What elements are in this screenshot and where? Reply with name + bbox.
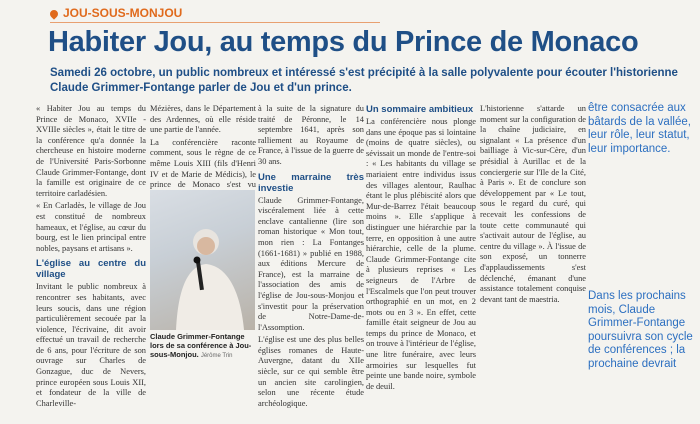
paragraph: « Habiter Jou au temps du Prince de Monaco, XVIIe - XVIIIe siècles », était le titre de la conférence qu'a donnée la chercheuse en histoire moderne de l'Université Paris-Sorbonne Claude Grimmer-Fontange, dont la famille est originaire de ce territoire carladésien. — [36, 104, 146, 198]
subheading: Une marraine très investie — [258, 171, 364, 194]
kicker-label: JOU-SOUS-MONJOU — [63, 6, 183, 20]
kicker-divider — [50, 22, 380, 23]
paragraph: Invitant le public nombreux à rencontrer ses habitants, avec leurs soucis, dans une région particulièrement secouée par la violence, l'écrivaine, dit avoir effectué un travail de recherche de 6 ans, pour l'écriture de son ouvrage sur Charles de Gonzague, duc de Nevers, prince européen sous Louis XII, et fondateur de la ville de Charleville- — [36, 282, 146, 408]
photo-credit: Jérôme Trin — [200, 353, 233, 359]
subheading: L'église au centre du village — [36, 258, 146, 281]
article-headline: Habiter Jou, au temps du Prince de Monaco — [48, 26, 639, 58]
photo-caption — [150, 332, 258, 359]
article-column-4 — [366, 104, 476, 392]
paragraph: à la suite de la signature du traité de Péronne, le 14 septembre 1641, après son ralliement au Royaume de France, à l'issue de la guerre de 30 ans. — [258, 104, 364, 166]
paragraph: Mézières, dans le Département des Ardennes, où elle réside une partie de l'année. — [150, 104, 256, 135]
paragraph: La conférencière raconte comment, sous le règne de ce même Louis XIII (fils d'Henri IV et de Marie de Médicis), le prince de Monaco s'est vu — [150, 137, 256, 190]
article-column-5 — [480, 104, 586, 305]
speaker-photo-illustration — [168, 218, 248, 330]
section-kicker — [50, 6, 182, 20]
sidebar-text-top: être consacrée aux bâtards de la vallée, leur rôle, leur statut, leur importance. — [588, 102, 691, 155]
article-photo — [150, 190, 255, 330]
paragraph: L'historienne s'attarde un moment sur la configuration de la chaîne judiciaire, en signalant « La présence d'un bailliage à Vic-sur-Cère, d'un présidial à Aurillac et de la conciergerie sur l'Ile de la Cité, à Paris ». Et de conclure son développement par « Le tout, sous le regard du curé, qui recevait les confessions de toute cette communauté qui s'activait autour de l'église, au centre du village ». À l'issue de son exposé, un tonnerre d'applaudissements s'est déclenché, émanant d'une assistance totalement conquise devant tant de maestria. — [480, 104, 586, 304]
paragraph: Claude Grimmer-Fontange, viscéralement liée à cette enclave cantalienne (lire son roman historique « Mon tout, mon rien : La Fontanges (1661-1681) » publié en 1988, aux éditions Mercure de France), est la marraine de l'association des amis de l'église de Jou-sous-Monjou et s'investit pour la préservation de Notre-Dame-de-l'Assomption. — [258, 195, 364, 332]
article-column-1 — [36, 104, 146, 409]
caption-text: Claude Grimmer-Fontange lors de sa conférence à Jou-sous-Monjou. — [150, 332, 252, 359]
paragraph: L'église est une des plus belles églises romanes de Haute-Auvergne, datant du XIIe siècle, sur ce qui semble être un ancien site carolingien, selon une récente étude archéologique. — [258, 335, 364, 408]
article-lead: Samedi 26 octobre, un public nombreux et intéressé s'est précipité à la salle polyvalente pour écouter l'historienne Claude Grimmer-Fontange parler de Jou et d'un prince. — [50, 67, 678, 94]
article-column-3 — [258, 104, 364, 409]
location-pin-icon — [48, 8, 59, 19]
subheading: Un sommaire ambitieux — [366, 104, 474, 115]
article-column-2 — [150, 104, 256, 201]
paragraph: La conférencière nous plonge dans une époque pas si lointaine (moins de quatre siècles), ou sévissait un monde de l'entre-soi : « Les habitants du village se mariaient entre individus issus des villages alentour, Raulhac étant le plus plébiscité alors que Mur-de-Barrez l'était beaucoup moins ». Elle s'applique à distinguer une hiérarchie par la terre, en opposition à une autre hiérarchie, celle de la plume. Claude Grimmer-Fontange cite à plusieurs reprises « Les seigneurs de l'Arbre de l'Escalmels que l'on peut trouver orthographié en un mot, en 2 mots ou en 3 ». En effet, cette famille était seigneur de Jou au temps du prince de Monaco, et on trouve à l'intérieur de l'église, une litre funéraire, avec leurs armoiries sur lesquelles fut peinte une bande noire, symbole de deuil. — [366, 117, 476, 391]
sidebar-text-bottom: Dans les prochains mois, Claude Grimmer-Fontange poursuivra son cycle de conférences ; la prochaine devrait — [588, 290, 693, 370]
paragraph: « En Carladès, le village de Jou est constitué de nombreux hameaux, et l'église, au cœur du bourg, est le lien principal entre nobles, paysans et artisans ». — [36, 201, 146, 253]
